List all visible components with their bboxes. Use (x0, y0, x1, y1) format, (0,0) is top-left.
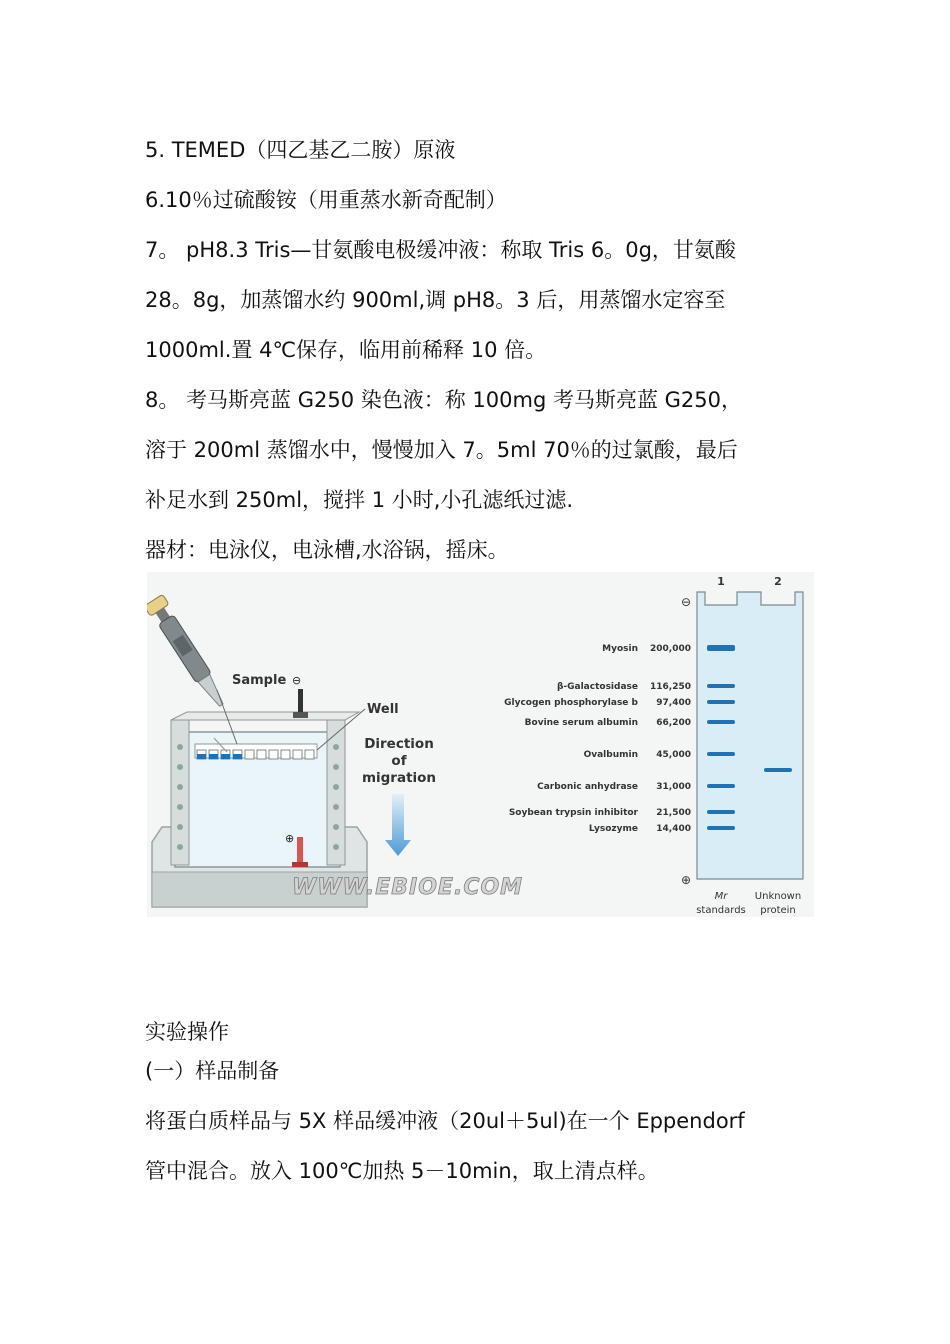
marker-band-7 (707, 810, 735, 814)
marker-name-2: β-Galactosidase (556, 682, 638, 692)
well-label: Well (367, 702, 399, 717)
marker-mw-8: 14,400 (656, 824, 691, 834)
marker-name-3: Glycogen phosphorylase b (504, 698, 638, 708)
lane1-footer-line1: Mr (714, 891, 728, 902)
procedure-line-1: 将蛋白质样品与 5X 样品缓冲液（20ul＋5ul)在一个 Eppendorf (145, 1109, 745, 1133)
marker-band-6 (707, 784, 735, 788)
section-subtitle: (一）样品制备 (145, 1059, 280, 1083)
sample-label: Sample (232, 673, 287, 688)
reagent-line-8b: 溶于 200ml 蒸馏水中，慢慢加入 7。5ml 70％的过氯酸，最后 (145, 438, 738, 462)
reagent-line-7b: 28。8g，加蒸馏水约 900ml,调 pH8。3 后，用蒸馏水定容至 (145, 288, 726, 312)
marker-mw-3: 97,400 (656, 698, 691, 708)
lane1-footer-line2: standards (696, 905, 746, 916)
reagent-line-8a: 8。 考马斯亮蓝 G250 染色液：称 100mg 考马斯亮蓝 G250， (145, 388, 742, 412)
lane-number-1: 1 (717, 575, 725, 588)
marker-name-8: Lysozyme (588, 824, 638, 834)
lane2-footer-line2: protein (760, 905, 796, 916)
gel-cathode-symbol: ⊖ (681, 595, 692, 609)
cathode-symbol: ⊖ (292, 674, 302, 687)
marker-name-7: Soybean trypsin inhibitor (508, 808, 638, 818)
marker-name-5: Ovalbumin (583, 750, 638, 760)
marker-mw-5: 45,000 (656, 750, 691, 760)
reagent-line-7a: 7。 pH8.3 Tris—甘氨酸电极缓冲液：称取 Tris 6。0g，甘氨酸 (145, 238, 736, 262)
section-title: 实验操作 (145, 1020, 229, 1044)
equipment-line: 器材：电泳仪，电泳槽,水浴锅，摇床。 (145, 538, 509, 562)
marker-name-1: Myosin (602, 644, 638, 654)
reagent-line-7c: 1000ml.置 4℃保存，临用前稀释 10 倍。 (145, 338, 547, 362)
marker-band-1 (707, 645, 735, 651)
marker-name-6: Carbonic anhydrase (537, 782, 638, 792)
direction-label-line2: of (391, 753, 407, 769)
marker-band-8 (707, 826, 735, 830)
procedure-line-2: 管中混合。放入 100℃加热 5－10min，取上清点样。 (145, 1159, 659, 1183)
direction-label-line1: Direction (364, 736, 434, 752)
marker-mw-7: 21,500 (656, 808, 691, 818)
electrophoresis-figure (147, 572, 814, 917)
marker-mw-6: 31,000 (656, 782, 691, 792)
unknown-protein-band (764, 768, 792, 772)
reagent-line-8c: 补足水到 250ml，搅拌 1 小时,小孔滤纸过滤. (145, 488, 574, 512)
marker-band-3 (707, 700, 735, 704)
marker-mw-2: 116,250 (650, 682, 691, 692)
watermark-text: WWW.EBIOE.COM (292, 875, 524, 900)
gel-anode-symbol: ⊕ (681, 873, 692, 887)
anode-symbol: ⊕ (285, 832, 295, 845)
marker-name-4: Bovine serum albumin (524, 718, 638, 728)
lane2-footer-line1: Unknown (754, 891, 802, 902)
marker-band-4 (707, 720, 735, 724)
marker-mw-1: 200,000 (650, 644, 691, 654)
reagent-line-5: 5. TEMED（四乙基乙二胺）原液 (145, 138, 456, 162)
marker-band-2 (707, 684, 735, 688)
marker-mw-4: 66,200 (656, 718, 691, 728)
direction-label-line3: migration (361, 770, 437, 786)
reagent-line-6: 6.10％过硫酸铵（用重蒸水新奇配制） (145, 188, 507, 212)
lane-number-2: 2 (774, 575, 782, 588)
marker-band-5 (707, 752, 735, 756)
